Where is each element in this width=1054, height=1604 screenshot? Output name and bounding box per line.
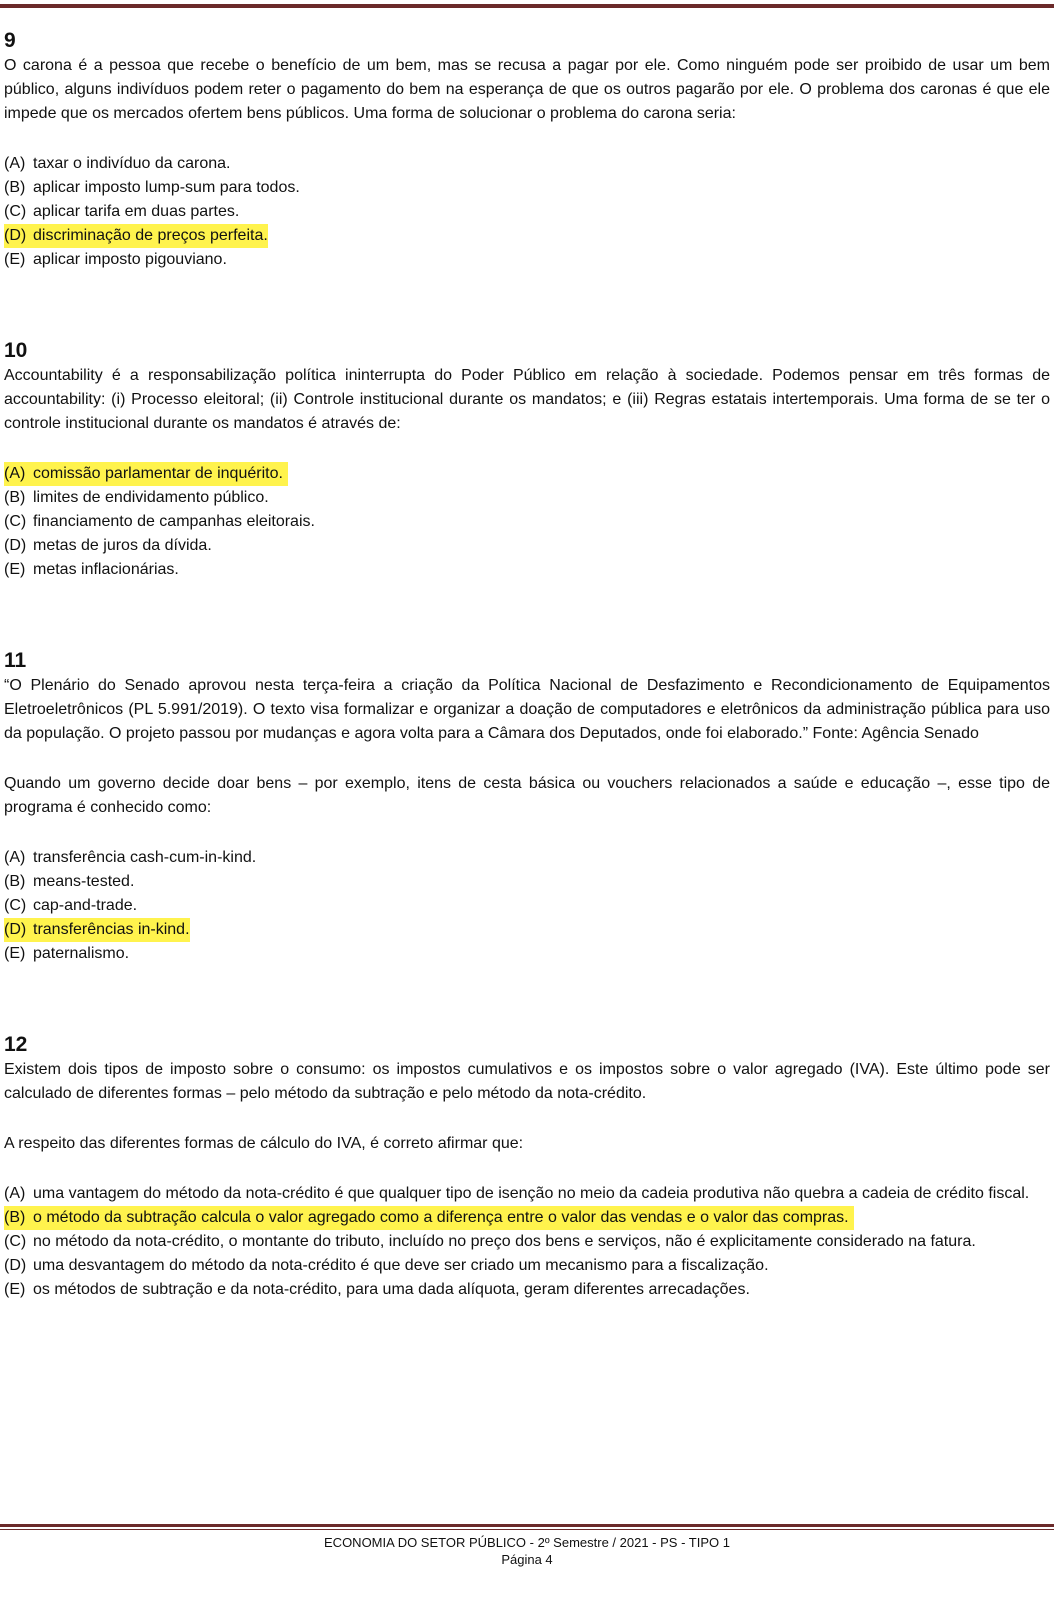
question-number: 12: [4, 1033, 28, 1056]
option-e[interactable]: (E) aplicar imposto pigouviano.: [4, 251, 227, 268]
footer-title: ECONOMIA DO SETOR PÚBLICO - 2º Semestre / 2021 - PS - TIPO 1: [324, 1535, 730, 1550]
option-c[interactable]: (C) aplicar tarifa em duas partes.: [4, 203, 240, 220]
option-b-highlighted[interactable]: (B) o método da subtração calcula o valor agregado como a diferença entre o valor das vendas e o valor das compras.: [4, 1206, 1050, 1230]
footer-rule-thin: [0, 1529, 1054, 1530]
option-a[interactable]: (A) uma vantagem do método da nota-crédito é que qualquer tipo de isenção no meio da cadeia produtiva não quebra a cadeia de crédito fiscal.: [4, 1185, 1030, 1202]
footer-rule: [0, 1524, 1054, 1527]
question-11: [4, 648, 1050, 966]
question-stem: Quando um governo decide doar bens – por exemplo, itens de cesta básica ou vouchers relacionados a saúde e educação –, esse tipo de programa é conhecido como:: [4, 775, 1050, 816]
option-e[interactable]: (E) metas inflacionárias.: [4, 561, 179, 578]
option-a[interactable]: (A) taxar o indivíduo da carona.: [4, 155, 231, 172]
option-b[interactable]: (B) aplicar imposto lump-sum para todos.: [4, 179, 300, 196]
option-d-highlighted[interactable]: (D) transferências in-kind.: [4, 918, 1050, 942]
option-e[interactable]: (E) os métodos de subtração e da nota-crédito, para uma dada alíquota, geram diferentes arrecadações.: [4, 1281, 750, 1298]
exam-content: [4, 28, 1050, 1368]
page-footer: [0, 1534, 1054, 1568]
option-e[interactable]: (E) paternalismo.: [4, 945, 130, 962]
options-list: [4, 462, 1050, 582]
question-number: 11: [4, 649, 27, 672]
question-stem: Accountability é a responsabilização política ininterrupta do Poder Público em relação à sociedade. Podemos pensar em três formas de accountability: (i) Processo eleitoral; (ii) Controle institucional durante os mandatos; e (iii) Regras estatais intertemporais. Uma forma de se ter o controle institucional durante os mandatos é através de:: [4, 367, 1050, 432]
options-list: [4, 152, 1050, 272]
option-a-highlighted[interactable]: (A) comissão parlamentar de inquérito.: [4, 462, 1050, 486]
option-d[interactable]: (D) uma desvantagem do método da nota-crédito é que deve ser criado um mecanismo para a fiscalização.: [4, 1257, 769, 1274]
question-stem: O carona é a pessoa que recebe o benefício de um bem, mas se recusa a pagar por ele. Como ninguém pode ser proibido de usar um bem público, alguns indivíduos podem reter o pagamento do bem na esperança de que os outros pagarão por ele. O problema dos caronas é que ele impede que os mercados ofertem bens públicos. Uma forma de solucionar o problema do carona seria:: [4, 57, 1050, 122]
question-12: [4, 1032, 1050, 1302]
option-b[interactable]: (B) means-tested.: [4, 873, 135, 890]
question-stem: A respeito das diferentes formas de cálculo do IVA, é correto afirmar que:: [4, 1135, 524, 1152]
options-list: [4, 1182, 1050, 1302]
question-number: 10: [4, 339, 28, 362]
question-quote: “O Plenário do Senado aprovou nesta terça-feira a criação da Política Nacional de Desfazimento e Recondicionamento de Equipamentos Eletroeletrônicos (PL 5.991/2019). O texto visa formalizar e organizar a doação de computadores e eletrônicos da administração pública para uso da população. O projeto passou por mudanças e agora volta para a Câmara dos Deputados, onde foi elaborado.” Fonte: Agência Senado: [4, 677, 1050, 742]
option-c[interactable]: (C) financiamento de campanhas eleitorais.: [4, 513, 315, 530]
question-9: [4, 28, 1050, 272]
question-10: [4, 338, 1050, 582]
option-d[interactable]: (D) metas de juros da dívida.: [4, 537, 212, 554]
option-c[interactable]: (C) cap-and-trade.: [4, 897, 138, 914]
option-d-highlighted[interactable]: (D) discriminação de preços perfeita.: [4, 224, 1050, 248]
top-rule: [0, 4, 1054, 8]
option-b[interactable]: (B) limites de endividamento público.: [4, 489, 269, 506]
question-number: 9: [4, 29, 16, 52]
page-number: Página 4: [501, 1552, 553, 1567]
options-list: [4, 846, 1050, 966]
question-intro: Existem dois tipos de imposto sobre o consumo: os impostos cumulativos e os impostos sobre o valor agregado (IVA). Este último pode ser calculado de diferentes formas – pelo método da subtração e pelo método da nota-crédito.: [4, 1061, 1050, 1102]
option-a[interactable]: (A) transferência cash-cum-in-kind.: [4, 849, 257, 866]
option-c[interactable]: (C) no método da nota-crédito, o montante do tributo, incluído no preço dos bens e serviços, não é explicitamente considerado na fatura.: [4, 1233, 976, 1250]
